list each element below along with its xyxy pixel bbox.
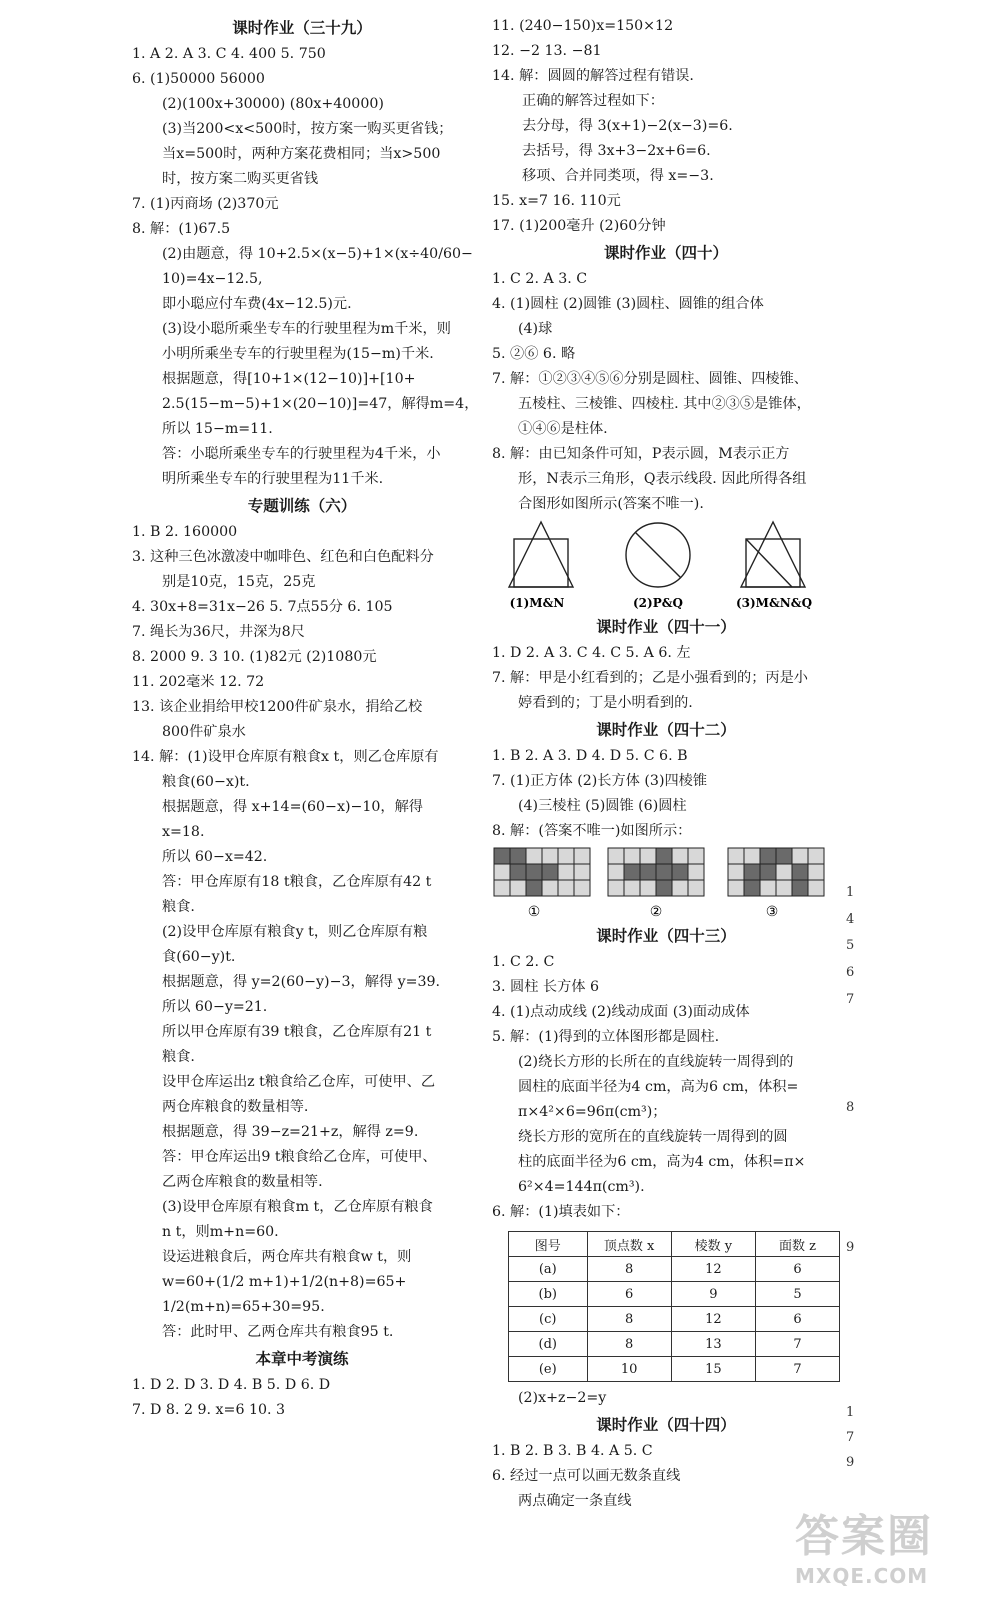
table-cell: 6 [755, 1307, 839, 1332]
vertex-edge-face-table [508, 1231, 840, 1382]
answer-line: 粮食(60−x)t. [162, 774, 250, 790]
grid-cell [608, 880, 624, 896]
answer-line: 14. 解：圆圆的解答过程有错误. [492, 68, 694, 84]
answer-line: 6. 经过一点可以画无数条直线 [492, 1468, 681, 1484]
answer-line: 5. 解：(1)得到的立体图形都是圆柱. [492, 1029, 720, 1045]
grid-cell [542, 848, 558, 864]
grid-cell [744, 864, 760, 880]
answer-line: 15. x=7 16. 110元 [492, 193, 621, 209]
grid-cell [558, 848, 574, 864]
answer-line: 乙两仓库粮食的数量相等. [162, 1174, 323, 1190]
table-cell: 12 [671, 1307, 755, 1332]
answer-line: 合图形如图所示(答案不唯一). [518, 496, 704, 512]
figure-label: (1)M&N [509, 596, 565, 610]
answer-line: 即小聪应付车费(4x−12.5)元. [162, 296, 352, 312]
answer-line: 3. 圆柱 长方体 6 [492, 979, 600, 995]
grid-cell [510, 880, 526, 896]
table-cell: 5 [755, 1282, 839, 1307]
grid-cell [558, 880, 574, 896]
answer-line: 1. D 2. D 3. D 4. B 5. D 6. D [132, 1377, 331, 1393]
answer-line: 3. 这种三色冰激凌中咖啡色、红色和白色配料分 [132, 549, 434, 565]
grid-cell [656, 848, 672, 864]
margin-digit: 6 [846, 965, 855, 980]
answer-line: 8. 解：(答案不唯一)如图所示： [492, 823, 692, 839]
table-cell: 12 [671, 1257, 755, 1282]
table-cell: 7 [755, 1357, 839, 1382]
answer-line: 7. 解：甲是小红看到的；乙是小强看到的；丙是小 [492, 670, 808, 686]
section-heading: 本章中考演练 [255, 1349, 349, 1368]
answer-line: 答：此时甲、乙两仓库共有粮食95 t. [162, 1324, 394, 1340]
answer-line: 两点确定一条直线 [518, 1493, 632, 1509]
answer-line: 7. D 8. 2 9. x=6 10. 3 [132, 1402, 286, 1418]
table-row [509, 1307, 840, 1332]
answer-line: (4)三棱柱 (5)圆锥 (6)圆柱 [518, 798, 687, 814]
answer-line: 圆柱的底面半径为4 cm，高为6 cm，体积= [518, 1079, 799, 1095]
answer-line: 12. −2 13. −81 [492, 43, 602, 59]
grid-cell [672, 864, 688, 880]
answer-line: 粮食. [162, 1049, 195, 1065]
answer-line: 所以 15−m=11. [162, 421, 273, 437]
grid-cell [688, 848, 704, 864]
answer-line: 当x=500时，两种方案花费相同；当x>500 [162, 146, 441, 162]
answer-line: (2)设甲仓库原有粮食y t，则乙仓库原有粮 [162, 924, 428, 940]
grid-cell [760, 848, 776, 864]
answer-line: 明所乘坐专车的行驶里程为11千米. [162, 471, 384, 487]
margin-digit: 9 [846, 1455, 855, 1470]
answer-line: (2)x+z−2=y [518, 1390, 607, 1406]
grid-cell [608, 864, 624, 880]
grid-cell [688, 864, 704, 880]
answer-line: 两仓库粮食的数量相等. [162, 1099, 309, 1115]
answer-line: (3)当200<x<500时，按方案一购买更省钱； [162, 121, 453, 137]
margin-digit: 7 [846, 992, 855, 1007]
grid-cell [656, 880, 672, 896]
grid-cell [574, 880, 590, 896]
grids-svg [492, 844, 832, 922]
answer-line: 移项、合并同类项，得 x=−3. [522, 168, 714, 184]
table-cell: 6 [587, 1282, 671, 1307]
section-heading: 课时作业（四十三） [596, 926, 736, 945]
table-cell: 10 [587, 1357, 671, 1382]
answer-line: 13. 该企业捐给甲校1200件矿泉水，捐给乙校 [132, 699, 423, 715]
answer-line: 柱的底面半径为6 cm，高为4 cm，体积=π× [518, 1154, 806, 1170]
square-shape [746, 539, 800, 587]
answer-line: 5. ②⑥ 6. 略 [492, 346, 576, 362]
answer-line: 7. 解：①②③④⑤⑥分别是圆柱、圆锥、四棱锥、 [492, 371, 808, 387]
segment-shape [635, 532, 681, 578]
answer-line: 形，N表示三角形，Q表示线段. 因此所得各组 [518, 471, 807, 487]
grid-cell [624, 864, 640, 880]
grid-cell [744, 880, 760, 896]
grid-cell [526, 880, 542, 896]
table-header-cell: 棱数 y [671, 1232, 755, 1257]
grid-cell [656, 864, 672, 880]
figure-label: (2)P&Q [632, 596, 684, 610]
watermark-url: MXQE.COM [795, 1564, 929, 1588]
answer-line: x=18. [162, 824, 205, 840]
answer-line: w=60+(1/2 m+1)+1/2(n+8)=65+ [162, 1274, 407, 1290]
answer-line: (4)球 [518, 321, 553, 337]
answer-line: 1. B 2. A 3. D 4. D 5. C 6. B [492, 748, 688, 764]
shaded-grids [492, 844, 840, 922]
grid-cell [808, 864, 824, 880]
grid-cell [808, 880, 824, 896]
answer-line: (2)由题意，得 10+2.5×(x−5)+1×(x÷40/60− [162, 246, 473, 262]
grid-cell [728, 848, 744, 864]
answer-line: 根据题意，得 39−z=21+z，解得 z=9. [162, 1124, 419, 1140]
grid-cell [526, 864, 542, 880]
grid-cell [526, 848, 542, 864]
answer-line: 800件矿泉水 [162, 724, 246, 740]
grid-cell [640, 848, 656, 864]
answer-line: 1. D 2. A 3. C 4. C 5. A 6. 左 [492, 645, 691, 661]
answer-line: 小明所乘坐专车的行驶里程为(15−m)千米. [162, 346, 434, 362]
table-cell: 13 [671, 1332, 755, 1357]
grid-cell [624, 848, 640, 864]
answer-line: 所以甲仓库原有39 t粮食，乙仓库原有21 t [162, 1024, 432, 1040]
section-heading: 专题训练（六） [247, 496, 357, 515]
answer-line: 所以 60−x=42. [162, 849, 268, 865]
answer-line: 答：甲仓库原有18 t粮食，乙仓库原有42 t [162, 874, 432, 890]
answer-line: 1. B 2. B 3. B 4. A 5. C [492, 1443, 653, 1459]
answer-line: 11. 202毫米 12. 72 [132, 674, 265, 690]
margin-digit: 1 [846, 885, 855, 900]
grid-cell [744, 848, 760, 864]
answer-line: 时，按方案二购买更省钱 [162, 171, 319, 187]
triangle-shape [741, 522, 805, 587]
table-row [509, 1257, 840, 1282]
answer-line: 根据题意，得[10+1×(12−10)]+[10+ [162, 371, 416, 387]
answer-line: 答：甲仓库运出9 t粮食给乙仓库，可使甲、 [162, 1149, 437, 1165]
table-header-cell: 面数 z [755, 1232, 839, 1257]
table-cell: 8 [587, 1257, 671, 1282]
answer-line: 五棱柱、三棱锥、四棱柱. 其中②③⑤是锥体， [518, 396, 811, 412]
answer-line: 食(60−y)t. [162, 949, 236, 965]
square-shape [514, 539, 568, 587]
answer-line: 8. 解：(1)67.5 [132, 221, 231, 237]
table-cell: 15 [671, 1357, 755, 1382]
grid-label: ② [649, 904, 663, 920]
table-cell: (b) [509, 1282, 588, 1307]
grid-cell [792, 864, 808, 880]
table-header-cell: 顶点数 x [587, 1232, 671, 1257]
answer-line: 婷看到的；丁是小明看到的. [518, 695, 693, 711]
answer-line: 6. (1)50000 56000 [132, 71, 265, 87]
answer-line: 4. (1)圆柱 (2)圆锥 (3)圆柱、圆锥的组合体 [492, 296, 764, 312]
answer-line: 别是10克，15克，25克 [162, 574, 316, 590]
margin-digit: 7 [846, 1430, 855, 1445]
answer-line: ①④⑥是柱体. [518, 421, 608, 437]
answer-line: 6. 解：(1)填表如下： [492, 1204, 630, 1220]
table-cell: 8 [587, 1332, 671, 1357]
answer-line: 1. C 2. C [492, 954, 555, 970]
margin-digit: 8 [846, 1100, 855, 1115]
table-cell: (a) [509, 1257, 588, 1282]
grid-cell [776, 880, 792, 896]
answer-line: 8. 解：由已知条件可知，P表示圆，M表示正方 [492, 446, 790, 462]
grid-cell [542, 880, 558, 896]
right-column [492, 14, 840, 1514]
answer-line: 1/2(m+n)=65+30=95. [162, 1299, 325, 1315]
answer-line: (2)绕长方形的长所在的直线旋转一周得到的 [518, 1054, 794, 1070]
answer-line: 1. B 2. 160000 [132, 524, 238, 540]
grid-cell [510, 864, 526, 880]
grid-cell [574, 848, 590, 864]
grid-cell [728, 880, 744, 896]
answer-line: 设运进粮食后，两仓库共有粮食w t，则 [162, 1249, 412, 1265]
section-heading: 课时作业（四十） [603, 243, 728, 262]
table-row [509, 1332, 840, 1357]
grid-cell [608, 848, 624, 864]
answer-line: 1. A 2. A 3. C 4. 400 5. 750 [132, 46, 326, 62]
answer-line: 根据题意，得 y=2(60−y)−3，解得 y=39. [162, 974, 441, 990]
grid-cell [574, 864, 590, 880]
section-heading: 课时作业（四十二） [596, 720, 736, 739]
geometry-figures [492, 517, 840, 613]
grid-cell [672, 848, 688, 864]
grid-cell [776, 848, 792, 864]
grid-cell [728, 864, 744, 880]
margin-digit: 5 [846, 938, 855, 953]
margin-digit: 1 [846, 1405, 855, 1420]
answer-line: n t，则m+n=60. [162, 1224, 279, 1240]
table-cell: 7 [755, 1332, 839, 1357]
answer-line: 答：小聪所乘坐专车的行驶里程为4千米，小 [162, 446, 441, 462]
answer-line: 14. 解：(1)设甲仓库原有粮食x t，则乙仓库原有 [132, 749, 439, 765]
grid-label: ① [527, 904, 541, 920]
answer-line: 2.5(15−m−5)+1×(20−10)]=47，解得m=4， [162, 396, 479, 412]
answer-line: 7. (1)丙商场 (2)370元 [132, 196, 279, 212]
answer-line: 去括号，得 3x+3−2x+6=6. [522, 143, 711, 159]
grid-cell [792, 848, 808, 864]
table-cell: 6 [755, 1257, 839, 1282]
answer-line: 7. 绳长为36尺，井深为8尺 [132, 624, 305, 640]
answer-line: 粮食. [162, 899, 195, 915]
answer-line: 所以 60−y=21. [162, 999, 268, 1015]
figure-label: (3)M&N&Q [735, 596, 813, 610]
answer-line: (3)设甲仓库原有粮食m t，乙仓库原有粮食 [162, 1199, 433, 1215]
table-header-cell: 图号 [509, 1232, 588, 1257]
answer-line: π×4²×6=96π(cm³)； [518, 1104, 667, 1120]
triangle-shape [509, 522, 573, 587]
watermark-logo: 答案圈 [795, 1511, 933, 1562]
table-cell: (c) [509, 1307, 588, 1332]
watermark [795, 1500, 985, 1595]
table-row [509, 1357, 840, 1382]
grid-cell [494, 864, 510, 880]
grid-cell [760, 864, 776, 880]
answer-line: 4. 30x+8=31x−26 5. 7点55分 6. 105 [132, 599, 393, 615]
table-row [509, 1282, 840, 1307]
grid-cell [494, 848, 510, 864]
grid-cell [688, 880, 704, 896]
table-header-row [509, 1232, 840, 1257]
answer-line: 8. 2000 9. 3 10. (1)82元 (2)1080元 [132, 649, 377, 665]
grid-cell [494, 880, 510, 896]
margin-digit: 4 [846, 912, 855, 927]
answer-line: 6²×4=144π(cm³). [518, 1179, 645, 1195]
margin-digit: 9 [846, 1240, 855, 1255]
answer-line: 设甲仓库运出z t粮食给乙仓库，可使甲、乙 [162, 1074, 436, 1090]
answer-line: (3)设小聪所乘坐专车的行驶里程为m千米，则 [162, 321, 451, 337]
answer-line: 绕长方形的宽所在的直线旋转一周得到的圆 [518, 1129, 788, 1145]
grid-cell [792, 880, 808, 896]
section-heading: 课时作业（四十一） [596, 617, 736, 636]
grid-cell [510, 848, 526, 864]
grid-cell [672, 880, 688, 896]
grid-cell [640, 864, 656, 880]
grid-cell [542, 864, 558, 880]
grid-cell [760, 880, 776, 896]
left-column [132, 14, 479, 1423]
grid-cell [808, 848, 824, 864]
answer-line: 1. C 2. A 3. C [492, 271, 588, 287]
answer-line: 10)=4x−12.5, [162, 271, 263, 287]
answer-line: 正确的解答过程如下： [522, 93, 664, 109]
table-cell: 9 [671, 1282, 755, 1307]
answer-line: 11. (240−150)x=150×12 [492, 18, 674, 34]
answer-line: 4. (1)点动成线 (2)线动成面 (3)面动成体 [492, 1004, 750, 1020]
figures-svg [492, 517, 832, 613]
grid-cell [624, 880, 640, 896]
section-heading: 课时作业（三十九） [232, 18, 372, 37]
table-cell: 8 [587, 1307, 671, 1332]
answer-line: 根据题意，得 x+14=(60−x)−10，解得 [162, 799, 423, 815]
answer-line: 7. (1)正方体 (2)长方体 (3)四棱锥 [492, 773, 708, 789]
table-cell: (e) [509, 1357, 588, 1382]
answer-line: (2)(100x+30000) (80x+40000) [162, 96, 384, 112]
answer-line: 17. (1)200毫升 (2)60分钟 [492, 218, 666, 234]
grid-cell [640, 880, 656, 896]
table-cell: (d) [509, 1332, 588, 1357]
grid-label: ③ [765, 904, 779, 920]
answer-line: 去分母，得 3(x+1)−2(x−3)=6. [522, 118, 733, 134]
grid-cell [558, 864, 574, 880]
section-heading: 课时作业（四十四） [596, 1415, 736, 1434]
grid-cell [776, 864, 792, 880]
